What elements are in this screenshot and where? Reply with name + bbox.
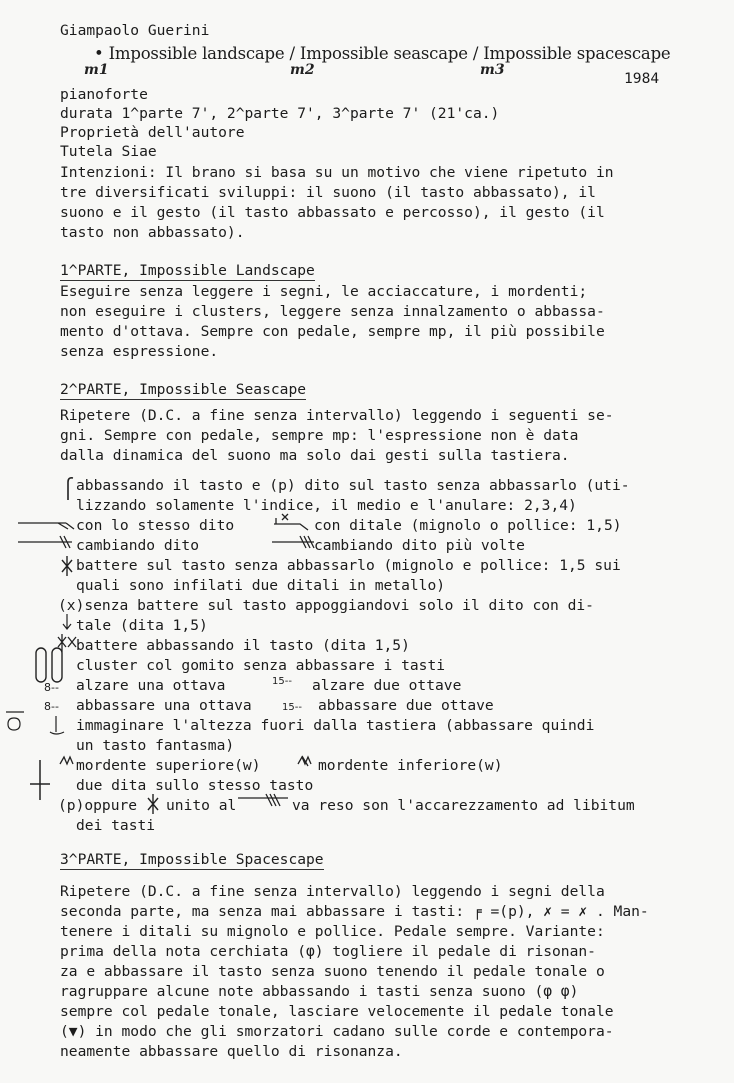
mordent-lower-symbol [296,754,316,768]
legend-line: due dita sullo stesso tasto [76,777,314,794]
part2-heading: 2^PARTE, Impossible Seascape [60,381,307,398]
part3-line: neamente abbassare quello di risonanza. [60,1043,403,1060]
same-finger-symbol [16,513,80,533]
legend-line: va reso son l'accarezzamento ad libitum [292,797,635,814]
part3-line: Ripetere (D.C. a fine senza intervallo) leggendo i segni della [60,883,605,900]
strike-symbol-inline [142,792,164,816]
part3-line: (▼) in modo che gli smorzatori cadano sulle corde e contempora- [60,1023,614,1040]
change-finger-many-symbol [270,532,318,552]
handwritten-mark-m3: m3 [480,62,505,78]
part2-line: Ripetere (D.C. a fine senza intervallo) leggendo i seguenti se- [60,407,614,424]
legend-line: un tasto fantasma) [76,737,235,754]
legend-line: con ditale (mignolo o pollice: 1,5) [314,517,622,534]
octave-down-symbol: 8-- [44,700,59,713]
part3-line: tenere i ditali su mignolo e pollice. Pedale sempre. Variante: [60,923,605,940]
year: 1984 [624,70,660,87]
strike-symbol [56,554,78,578]
legend-line: con lo stesso dito [76,517,235,534]
legend-line: (p)oppure [58,797,138,814]
protection: Tutela Siae [60,143,157,160]
part1-line: non eseguire i clusters, leggere senza innalzamento o abbassa- [60,303,605,320]
part1-line: senza espressione. [60,343,219,360]
intentions-line: tasto non abbassato). [60,224,245,241]
legend-line: mordente superiore(w) [76,757,261,774]
two-octaves-up-symbol: 15-- [272,676,292,687]
legend-line: lizzando solamente l'indice, il medio e l'anulare: 2,3,4) [76,497,577,514]
legend-line: alzare una ottava [76,677,226,694]
legend-line: unito al [166,797,237,814]
part2-line: gni. Sempre con pedale, sempre mp: l'espressione non è data [60,427,579,444]
legend-line: abbassare una ottava [76,697,252,714]
legend-line: abbassando il tasto e (p) dito sul tasto senza abbassarlo (uti- [76,477,630,494]
legend-line: alzare due ottave [312,677,462,694]
ownership: Proprietà dell'autore [60,124,245,141]
intentions-line: Intenzioni: Il brano si basa su un motivo che viene ripetuto in [60,164,614,181]
legend-line: abbassare due ottave [318,697,494,714]
intentions-line: suono e il gesto (il tasto abbassato e percosso), il gesto (il [60,204,605,221]
instrument: pianoforte [60,86,148,103]
legend-line: battere abbassando il tasto (dita 1,5) [76,637,410,654]
thimble-symbol [270,510,318,532]
change-finger-many-symbol-inline [236,790,292,812]
handwritten-mark-m2: m2 [290,62,315,78]
legend-line: cambiando dito [76,537,200,554]
legend-line: battere sul tasto senza abbassarlo (mignolo e pollice: 1,5 sui [76,557,621,574]
two-octaves-down-symbol: 15-- [282,702,302,713]
legend-line: mordente inferiore(w) [318,757,503,774]
part1-line: mento d'ottava. Sempre con pedale, sempre mp, il più possibile [60,323,605,340]
part3-line: za e abbassare il tasto senza suono tenendo il pedale tonale o [60,963,605,980]
legend-line: cambiando dito più volte [314,537,525,554]
part1-line: Eseguire senza leggere i segni, le acciaccature, i mordenti; [60,283,588,300]
part3-line: ragruppare alcune note abbassando i tasti senza suono (φ φ) [60,983,579,1000]
part1-heading: 1^PARTE, Impossible Landscape [60,262,315,279]
legend-line: tale (dita 1,5) [76,617,208,634]
part3-line: seconda parte, ma senza mai abbassare i tasti: ╒ =(p), ✗ = ✗ . Man- [60,903,649,920]
two-fingers-symbol [26,758,56,804]
legend-line: (x)senza battere sul tasto appoggiandovi solo il dito con di- [58,597,594,614]
legend-line: immaginare l'altezza fuori dalla tastiera (abbassare quindi [76,717,595,734]
legend-line: cluster col gomito senza abbassare i tasti [76,657,446,674]
mordent-upper-symbol [58,754,78,768]
arrow-down-icon [60,612,74,632]
piece-title: • Impossible landscape / Impossible seascape / Impossible spacescape [94,44,671,63]
part3-heading: 3^PARTE, Impossible Spacescape [60,851,324,868]
part3-line: sempre col pedale tonale, lasciare velocemente il pedale tonale [60,1003,614,1020]
part3-line: prima della nota cerchiata (φ) togliere il pedale di risonan- [60,943,596,960]
legend-line: quali sono infilati due ditali in metallo) [76,577,446,594]
author-name: Giampaolo Guerini [60,22,210,39]
octave-up-symbol: 8-- [44,681,59,694]
legend-line: dei tasti [76,817,156,834]
phantom-key-symbol [4,706,80,740]
intentions-line: tre diversificati sviluppi: il suono (il tasto abbassato), il [60,184,596,201]
change-finger-symbol [16,532,80,552]
handwritten-mark-m1: m1 [84,62,109,78]
part2-line: dalla dinamica del suono ma solo dai gesti sulla tastiera. [60,447,570,464]
duration: durata 1^parte 7', 2^parte 7', 3^parte 7' (21'ca.) [60,105,500,122]
